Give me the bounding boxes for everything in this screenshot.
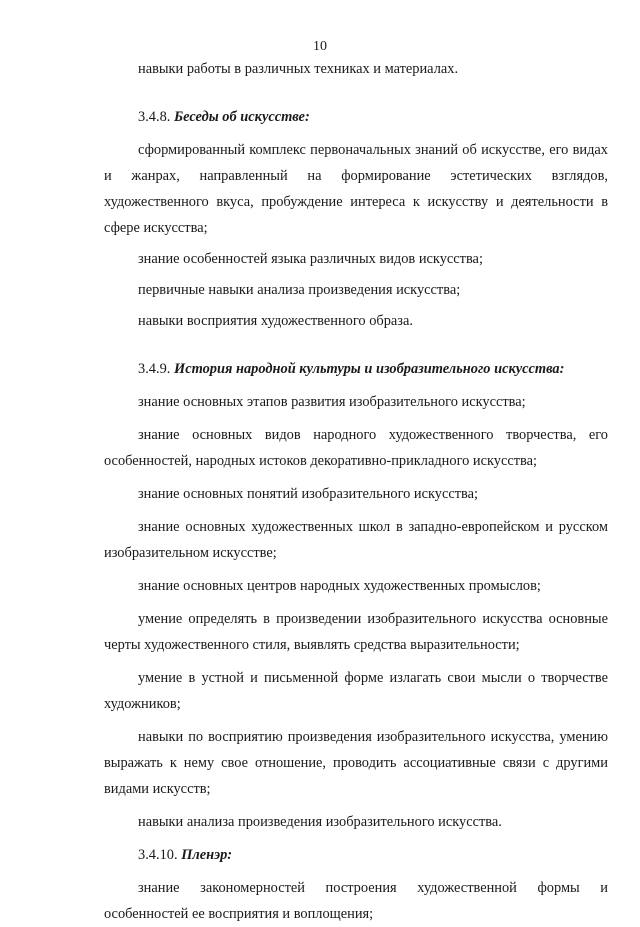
paragraph-style-features: умение определять в произведении изобразительного искусства основные черты художественного стиля, выявлять средства выразительности; (104, 611, 608, 653)
section-number: 3.4.10. (138, 847, 178, 863)
paragraph-crafts-centers: знание основных центров народных художественных промыслов; (138, 578, 541, 594)
paragraph-basic-concepts: знание основных понятий изобразительного искусства; (138, 486, 479, 502)
paragraph-primary-analysis: первичные навыки анализа произведения искусства; (138, 282, 461, 298)
paragraph-knowledge-complex: сформированный комплекс первоначальных знаний об искусстве, его видах и жанрах, направленный на формирование эстетических взглядов, художественного вкуса, пробуждение интереса к искусству и деятельности в сфере искусства; (104, 142, 608, 236)
paragraph-art-language: знание особенностей языка различных видов искусства; (138, 251, 483, 267)
paragraph-form-patterns: знание закономерностей построения художественной формы и особенностей ее восприятия и воплощения; (104, 880, 608, 922)
section-heading-3-4-10 (104, 842, 608, 868)
page-number: 10 (313, 39, 327, 54)
document-body (104, 56, 608, 927)
paragraph-image-perception: навыки восприятия художественного образа. (138, 313, 413, 329)
paragraph-artwork-analysis: навыки анализа произведения изобразительного искусства. (138, 814, 502, 830)
section-number: 3.4.8. (138, 109, 171, 125)
paragraph-development-stages: знание основных этапов развития изобразительного искусства; (138, 394, 526, 410)
section-heading-3-4-8 (104, 104, 608, 130)
paragraph-perception-skills: навыки по восприятию произведения изобразительного искусства, умению выражать к нему свое отношение, проводить ассоциативные связи с другими видами искусств; (104, 729, 608, 797)
section-title: Беседы об искусстве: (174, 109, 310, 125)
section-title: История народной культуры и изобразительного искусства: (174, 361, 565, 377)
paragraph-art-schools: знание основных художественных школ в западно-европейском и русском изобразительном искусстве; (104, 519, 608, 561)
paragraph-techniques: навыки работы в различных техниках и материалах. (138, 61, 459, 77)
section-heading-3-4-9 (104, 356, 608, 382)
section-number: 3.4.9. (138, 361, 171, 377)
paragraph-folk-art-types: знание основных видов народного художественного творчества, его особенностей, народных истоков декоративно-прикладного искусства; (104, 427, 608, 469)
paragraph-express-thoughts: умение в устной и письменной форме излагать свои мысли о творчестве художников; (104, 670, 608, 712)
section-title: Пленэр: (181, 847, 233, 863)
